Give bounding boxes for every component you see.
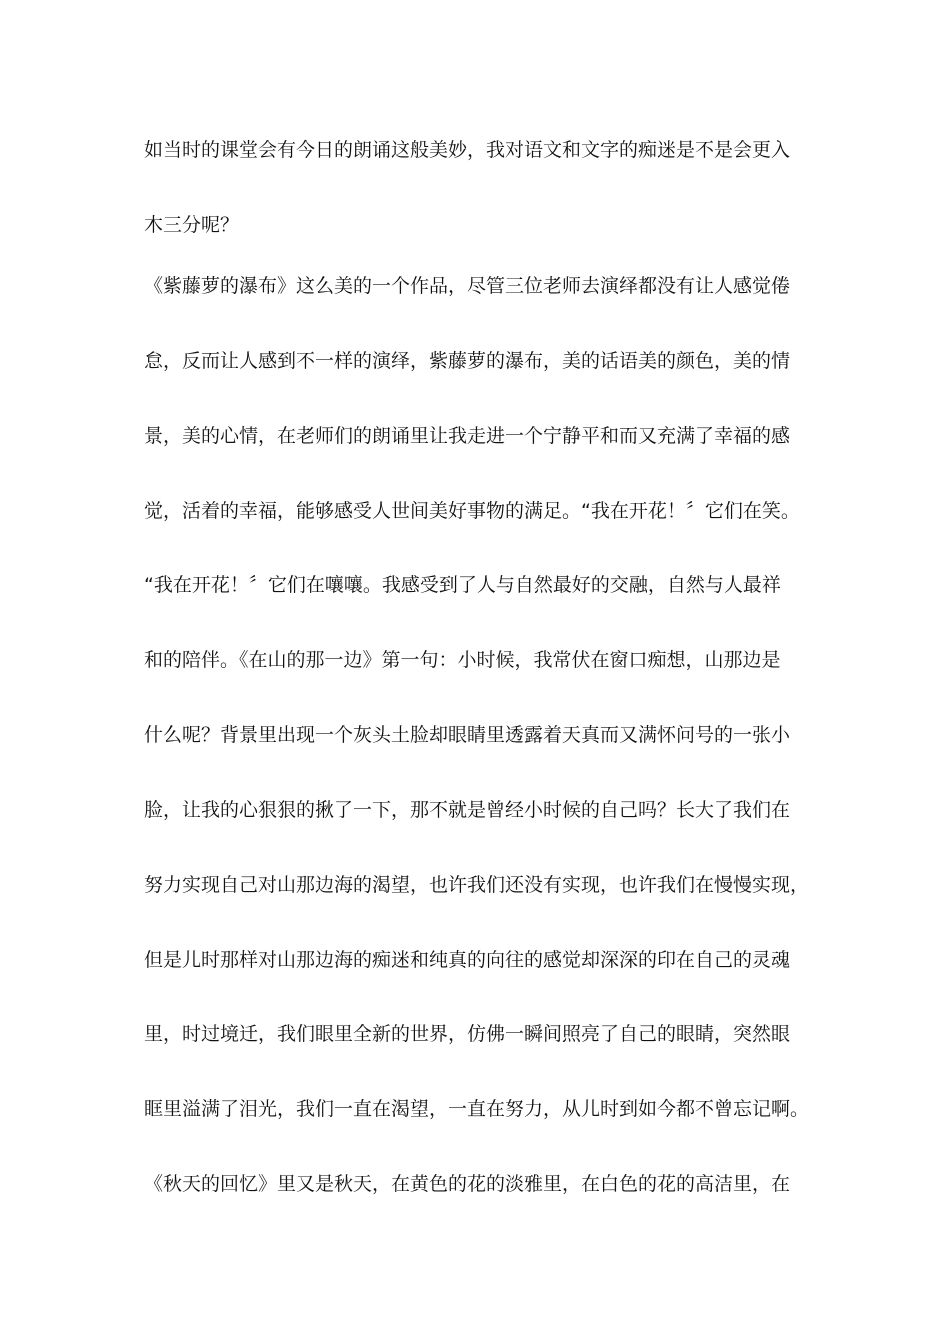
text-line-11: 努力实现自己对山那边海的渴望，也许我们还没有实现，也许我们在慢慢实现， (144, 874, 810, 896)
text-line-8: 和的陪伴。《在山的那一边》第一句：小时候，我常伏在窗口痴想，山那边是 (144, 649, 781, 671)
text-line-15: 《秋天的回忆》里又是秋天，在黄色的花的淡雅里，在白色的花的高洁里，在 (144, 1173, 791, 1195)
text-line-6: 觉，活着的幸福，能够感受人世间美好事物的满足。“我在开花！〞它们在笑。 (144, 500, 800, 522)
text-line-5: 景，美的心情，在老师们的朗诵里让我走进一个宁静平和而又充满了幸福的感 (144, 425, 791, 447)
text-line-12: 但是儿时那样对山那边海的痴迷和纯真的向往的感觉却深深的印在自己的灵魂 (144, 949, 791, 971)
text-line-14: 眶里溢满了泪光，我们一直在渴望，一直在努力，从儿时到如今都不曾忘记啊。 (144, 1098, 810, 1120)
text-line-1: 如当时的课堂会有今日的朗诵这般美妙，我对语文和文字的痴迷是不是会更入 (144, 139, 791, 161)
text-line-13: 里，时过境迁，我们眼里全新的世界，仿佛一瞬间照亮了自己的眼睛，突然眼 (144, 1023, 791, 1045)
text-line-3: 《紫藤萝的瀑布》这么美的一个作品，尽管三位老师去演绎都没有让人感觉倦 (144, 275, 791, 297)
text-line-4: 怠，反而让人感到不一样的演绎，紫藤萝的瀑布，美的话语美的颜色，美的情 (144, 350, 791, 372)
text-line-10: 脸，让我的心狠狠的揪了一下，那不就是曾经小时候的自己吗？长大了我们在 (144, 799, 791, 821)
text-line-9: 什么呢？背景里出现一个灰头土脸却眼睛里透露着天真而又满怀问号的一张小 (144, 724, 791, 746)
text-line-2: 木三分呢？ (144, 214, 240, 236)
text-line-7: “我在开花！〞它们在嚷嚷。我感受到了人与自然最好的交融，自然与人最祥 (144, 574, 781, 596)
